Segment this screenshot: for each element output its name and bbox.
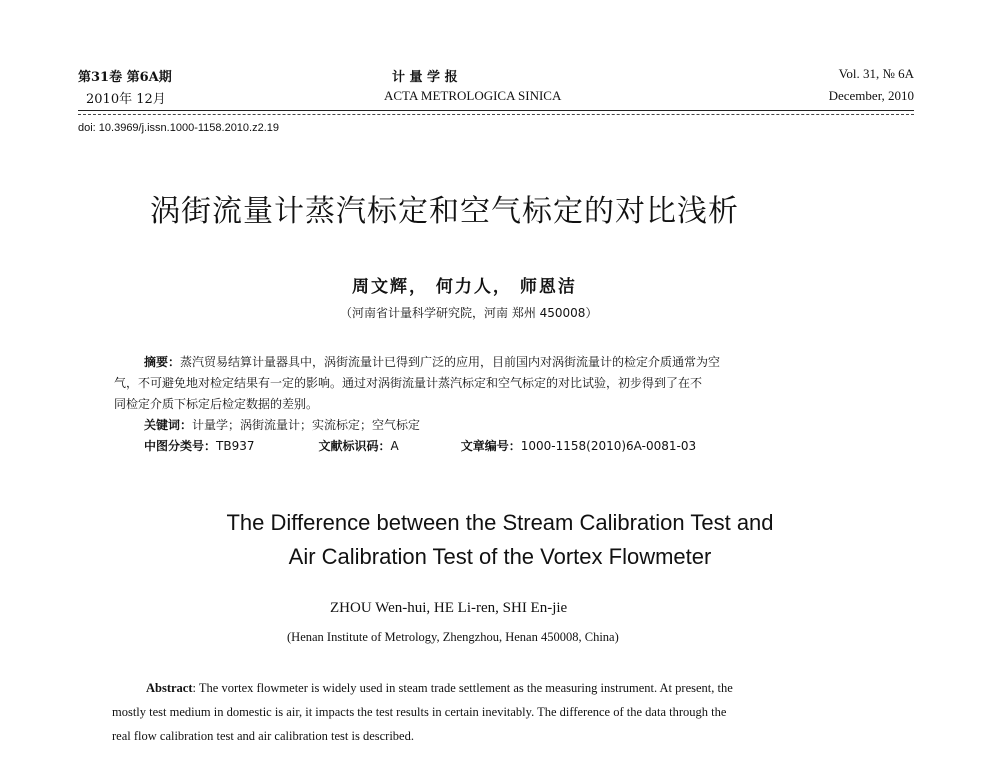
abstract-cn-line2: 气，不可避免地对检定结果有一定的影响。通过对涡街流量计蒸汽标定和空气标定的对比试验，初步得到了在不 [114, 376, 703, 390]
paper-title-cn: 涡街流量计蒸汽标定和空气标定的对比浅析 [150, 194, 739, 229]
abstract-en-line3: real flow calibration test and air calibration test is described. [112, 729, 414, 743]
journal-volume-issue: 第31卷 第6A期 [78, 70, 172, 85]
doc-code-value: A [390, 439, 399, 453]
abstract-cn-line1 [114, 352, 894, 373]
journal-volume-en: Vol. 31, № 6A [838, 66, 914, 81]
abstract-en-text1: : The vortex flowmeter is widely used in steam trade settlement as the measuring instrument. At present, the [192, 681, 733, 695]
clc-value: TB937 [216, 439, 255, 453]
article-no-value: 1000-1158(2010)6A-0081-03 [520, 439, 697, 453]
abstract-cn-label: 摘要： [144, 355, 181, 369]
abstract-cn [114, 352, 894, 457]
affiliation-cn: （河南省计量科学研究院，河南 郑州 450008） [340, 306, 598, 320]
abstract-en [112, 676, 902, 748]
abstract-en-label: Abstract [146, 681, 193, 695]
paper-title-en-line2: Air Calibration Test of the Vortex Flowmeter [288, 544, 712, 569]
affiliation-en: (Henan Institute of Metrology, Zhengzhou, Henan 450008, China) [287, 630, 619, 644]
journal-date: 2010年 12月 [86, 92, 166, 107]
keywords-text: 计量学；涡街流量计；实流标定；空气标定 [192, 418, 421, 432]
abstract-en-line2: mostly test medium in domestic is air, it impacts the test results in certain inevitably. The difference of the data through the [112, 705, 727, 719]
journal-name-cn: 计 量 学 报 [392, 70, 458, 85]
classification-line [114, 436, 894, 457]
authors-cn: 周文辉， 何力人， 师恩洁 [352, 277, 577, 297]
keywords-cn [114, 415, 894, 436]
abstract-cn-line3: 同检定介质下标定后检定数据的差别。 [114, 397, 319, 411]
abstract-en-line1 [112, 676, 902, 700]
keywords-label: 关键词： [144, 418, 193, 432]
doi: doi: 10.3969/j.issn.1000-1158.2010.z2.19 [78, 122, 280, 134]
authors-en: ZHOU Wen-hui, HE Li-ren, SHI En-jie [330, 600, 568, 616]
article-no-label: 文章编号： [460, 439, 521, 453]
journal-name-en: ACTA METROLOGICA SINICA [384, 88, 562, 103]
abstract-cn-text1: 蒸汽贸易结算计量器具中，涡街流量计已得到广泛的应用，目前国内对涡街流量计的检定介质通常为空 [180, 355, 721, 369]
journal-date-en: December, 2010 [828, 88, 914, 103]
paper-title-en-line1: The Difference between the Stream Calibration Test and [226, 510, 774, 535]
clc-label: 中图分类号： [144, 439, 217, 453]
header-rule [78, 110, 914, 111]
doc-code-label: 文献标识码： [318, 439, 391, 453]
header-rule-dashed [78, 114, 914, 115]
